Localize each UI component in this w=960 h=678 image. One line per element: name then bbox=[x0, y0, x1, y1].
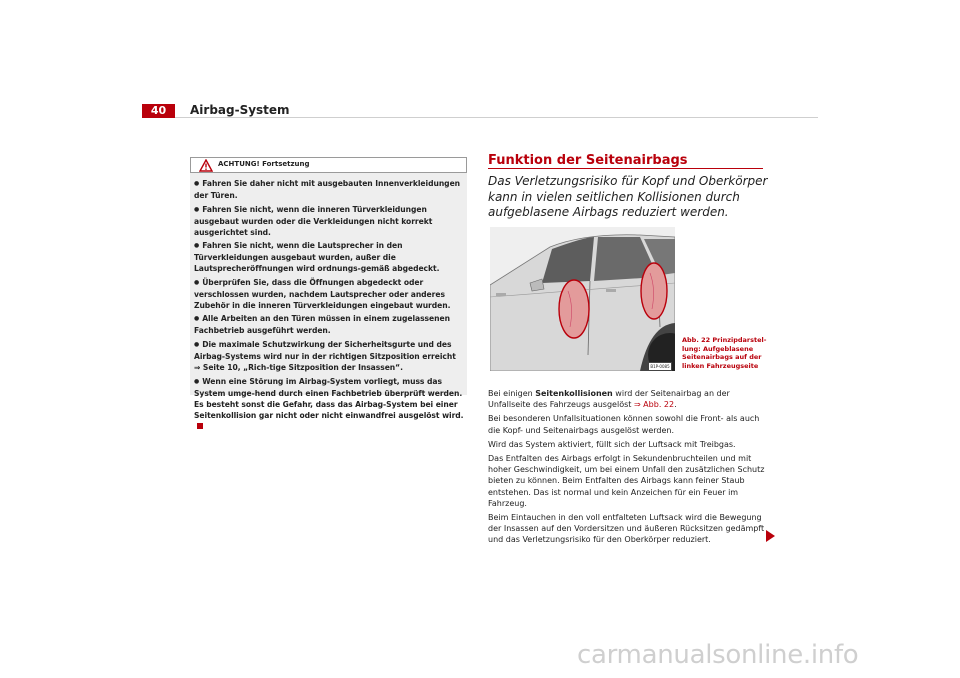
warning-box bbox=[190, 157, 467, 420]
body-text bbox=[488, 388, 773, 549]
figure-reference-link[interactable]: ⇒ Abb. 22 bbox=[633, 400, 675, 410]
warning-triangle-icon bbox=[199, 159, 213, 172]
paragraph: Bei einigen Seitenkollisionen wird der Seitenairbag an der Unfallseite des Fahrzeugs ausgelöst ⇒ Abb. 22. bbox=[488, 389, 730, 410]
paragraph: Das Entfalten des Airbags erfolgt in Sekundenbruchteilen und mit hoher Geschwindigkeit, um bei einem Unfall den zusätzlichen Schutz bieten zu können. Beim Entfalten des Airbags kann feiner Staub entstehen. Das ist normal und kein Anzeichen für ein Feuer im Fahrzeug. bbox=[488, 454, 765, 508]
warning-header bbox=[190, 157, 467, 173]
paragraph: Beim Eintauchen in den voll entfalteten Luftsack wird die Bewegung der Insassen auf den Vordersitzen und äußeren Rücksitzen gedämpft und das Verletzungsrisiko für den Oberkörper reduziert. bbox=[488, 513, 765, 545]
watermark: carmanualsonline.info bbox=[577, 640, 859, 670]
figure-code: B1P-0085 bbox=[648, 362, 672, 371]
warning-title: ACHTUNG! Fortsetzung bbox=[218, 160, 310, 168]
next-page-arrow-icon[interactable] bbox=[766, 530, 775, 542]
warning-item: ● Alle Arbeiten an den Türen müssen in einem zugelassenen Fachbetrieb ausgeführt werden. bbox=[194, 313, 464, 336]
figure-caption: Abb. 22 Prinzipdarstel-lung: Aufgeblasene Seitenairbags auf der linken Fahrzeugseite bbox=[682, 336, 767, 370]
side-airbag-illustration bbox=[490, 227, 675, 371]
paragraph: Bei besonderen Unfallsituationen können sowohl die Front- als auch die Kopf- und Seitenairbags ausgelöst werden. bbox=[488, 414, 760, 435]
page-title: Airbag-System bbox=[190, 103, 290, 117]
warning-item: ● Fahren Sie daher nicht mit ausgebauten Innenverkleidungen der Türen. bbox=[194, 178, 464, 201]
section-lead: Das Verletzungsrisiko für Kopf und Oberkörper kann in vielen seitlichen Kollisionen durch aufgeblasene Airbags reduziert werden. bbox=[488, 174, 768, 219]
paragraph: Wird das System aktiviert, füllt sich der Luftsack mit Treibgas. bbox=[488, 439, 736, 449]
warning-item: ● Die maximale Schutzwirkung der Sicherheitsgurte und des Airbag-Systems wird nur in der richtigen Sitzposition erreicht ⇒ Seite 10, „Rich-tige Sitzposition der Insassen“. bbox=[194, 339, 464, 373]
warning-item: ● Überprüfen Sie, dass die Öffnungen abgedeckt oder verschlossen wurden, nachdem Lautsprecher oder anderes Zubehör in die inneren Türverkleidungen eingebaut wurden. bbox=[194, 277, 464, 311]
warning-item: ● Wenn eine Störung im Airbag-System vorliegt, muss das System umge-hend durch einen Fachbetrieb überprüft werden. Es besteht sonst die Gefahr, dass das Airbag-System bei einer Seitenkollision gar nicht oder nicht einwandfrei ausgelöst wird. bbox=[194, 376, 464, 432]
warning-item: ● Fahren Sie nicht, wenn die inneren Türverkleidungen ausgebaut wurden oder die Verkleidungen nicht korrekt ausgerichtet sind. bbox=[194, 204, 464, 238]
header-rule bbox=[142, 117, 818, 118]
warning-item: ● Fahren Sie nicht, wenn die Lautsprecher in den Türverkleidungen ausgebaut wurden, außer die Lautsprecheröffnungen wird ordnungs-gemäß abgedeckt. bbox=[194, 240, 464, 274]
warning-list bbox=[194, 178, 464, 434]
section-title: Funktion der Seitenairbags bbox=[488, 153, 688, 168]
end-marker-icon bbox=[197, 423, 203, 429]
section-rule bbox=[488, 168, 763, 169]
page-number: 40 bbox=[142, 104, 175, 118]
